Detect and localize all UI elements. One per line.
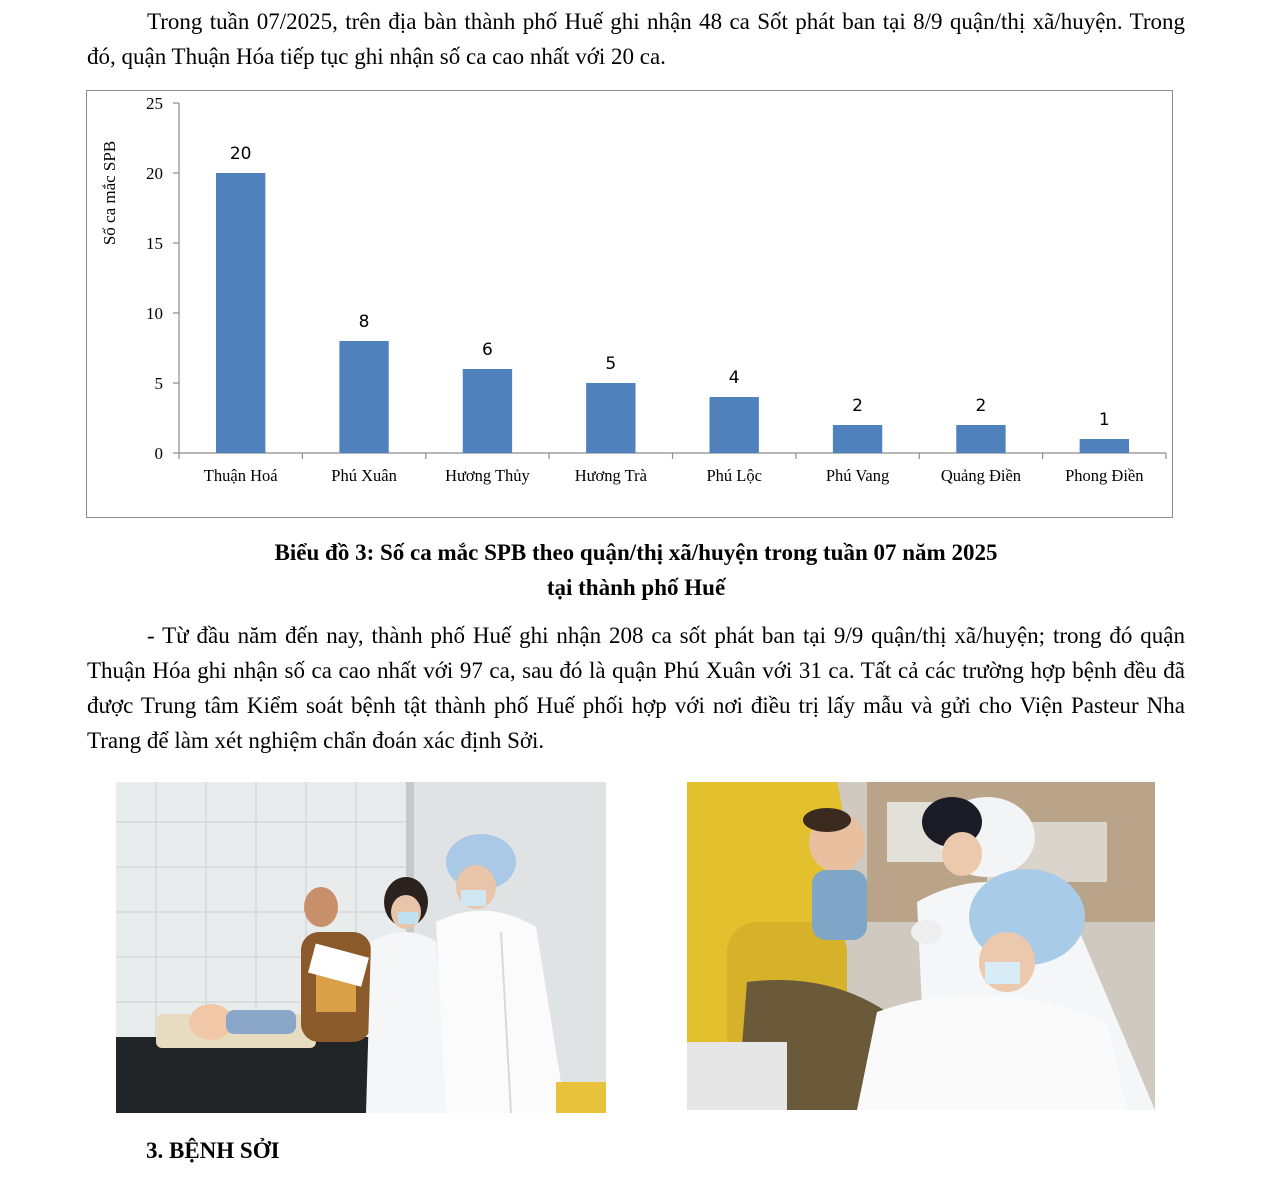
- bar-chart: [86, 90, 1173, 518]
- bar: [339, 341, 388, 453]
- y-tick-label: 5: [154, 374, 163, 393]
- intro-paragraph: Trong tuần 07/2025, trên địa bàn thành phố Huế ghi nhận 48 ca Sốt phát ban tại 8/9 quận/thị xã/huyện. Trong đó, quận Thuận Hóa tiếp tục ghi nhận số ca cao nhất với 20 ca.: [87, 9, 1185, 69]
- bar: [586, 383, 635, 453]
- category-label: Phong Điền: [1065, 466, 1144, 485]
- data-label: 2: [975, 396, 987, 416]
- data-label: 20: [229, 144, 252, 164]
- category-label: Phú Vang: [825, 466, 890, 485]
- bar: [1080, 439, 1129, 453]
- y-tick-label: 20: [146, 164, 163, 183]
- bar: [956, 425, 1005, 453]
- category-label: Hương Trà: [574, 466, 647, 485]
- data-label: 4: [728, 368, 740, 388]
- data-label: 2: [852, 396, 863, 416]
- section-heading: 3. BỆNH SỞI: [146, 1138, 280, 1163]
- data-label: 8: [358, 312, 370, 332]
- y-tick-label: 10: [146, 304, 163, 323]
- data-label: 6: [482, 340, 493, 360]
- photo-examination-room: [116, 782, 606, 1113]
- photo-sample-collection: [687, 782, 1155, 1110]
- chart-caption-line-1: Biểu đồ 3: Số ca mắc SPB theo quận/thị xã/huyện trong tuần 07 năm 2025: [274, 540, 998, 565]
- category-label: Phú Lộc: [706, 466, 762, 485]
- data-label: 1: [1098, 410, 1110, 430]
- bar: [833, 425, 882, 453]
- y-axis-label: Số ca mắc SPB: [100, 140, 119, 246]
- category-label: Quảng Điền: [940, 466, 1022, 485]
- category-label: Hương Thủy: [445, 466, 530, 485]
- data-label: 5: [605, 354, 617, 374]
- category-label: Phú Xuân: [331, 466, 397, 485]
- category-label: Thuận Hoá: [203, 466, 278, 485]
- bar-chart-svg: [87, 91, 1174, 519]
- bar: [216, 173, 265, 453]
- y-tick-label: 25: [146, 94, 163, 113]
- bar: [710, 397, 759, 453]
- chart-caption-line-2: tại thành phố Huế: [546, 575, 726, 600]
- bar: [463, 369, 512, 453]
- y-tick-label: 0: [154, 444, 163, 463]
- y-tick-label: 15: [146, 234, 163, 253]
- summary-paragraph: - Từ đầu năm đến nay, thành phố Huế ghi nhận 208 ca sốt phát ban tại 9/9 quận/thị xã/huyện; trong đó quận Thuận Hóa ghi nhận số ca cao nhất với 97 ca, sau đó là quận Phú Xuân với 31 ca. Tất cả các trường hợp bệnh đều đã được Trung tâm Kiểm soát bệnh tật thành phố Huế phối hợp với nơi điều trị lấy mẫu và gửi cho Viện Pasteur Nha Trang để làm xét nghiệm chẩn đoán xác định Sởi.: [87, 623, 1185, 753]
